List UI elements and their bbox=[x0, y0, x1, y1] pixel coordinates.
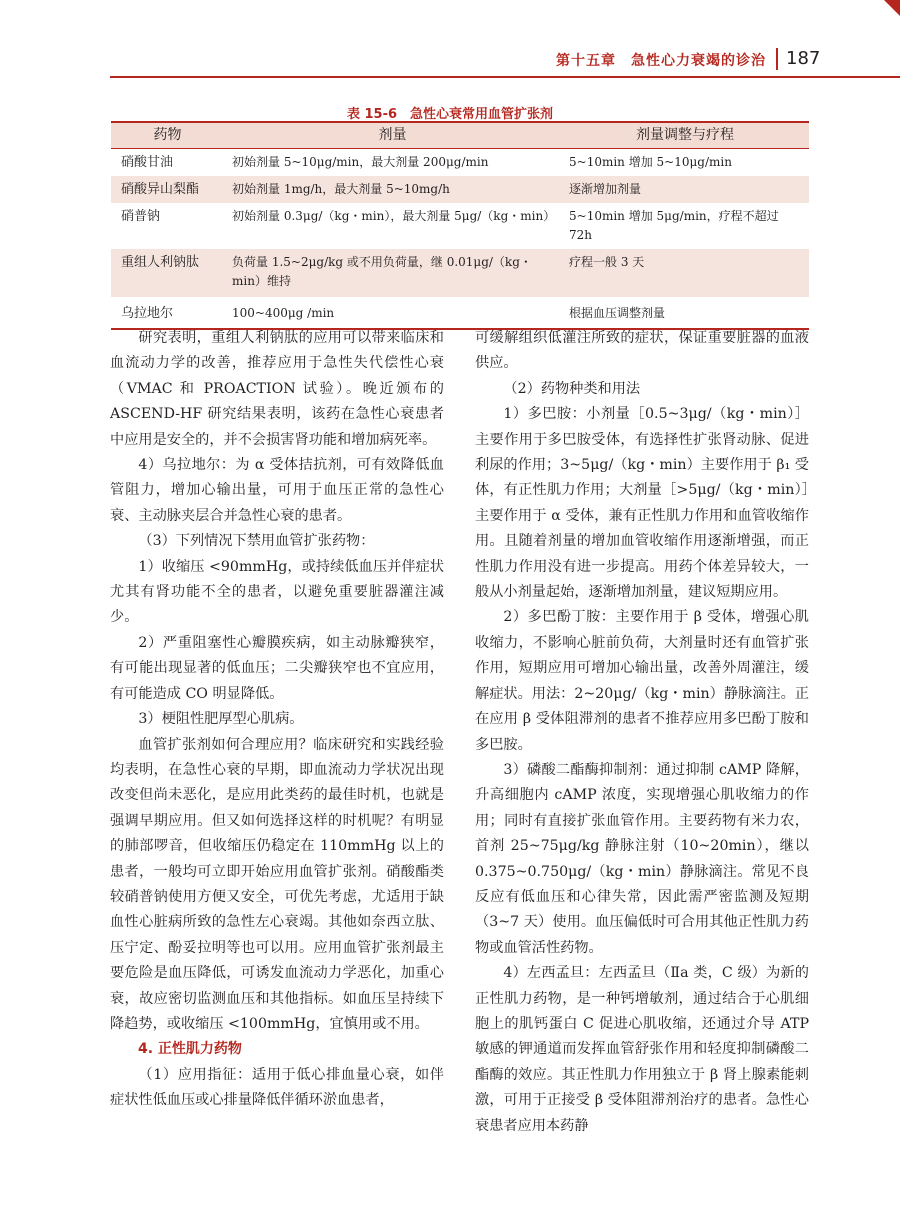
table-title: 表 15-6 急性心衰常用血管扩张剂 bbox=[346, 107, 554, 122]
dose-cell: 初始剂量 0.3μg/（kg・min），最大剂量 5μg/（kg・min） bbox=[232, 208, 556, 223]
left-column bbox=[110, 326, 444, 1114]
table-row bbox=[111, 203, 809, 249]
dose-cell: 初始剂量 5~10μg/min，最大剂量 200μg/min bbox=[232, 154, 489, 169]
paragraph: 4）乌拉地尔：为 α 受体拮抗剂，可有效降低血管阻力，增加心输出量，可用于血压正常的急性心衰、主动脉夹层合并急性心衰的患者。 bbox=[110, 457, 444, 524]
paragraph: （1）应用指征：适用于低心排血量心衰，如伴症状性低血压或心排量降低伴循环淤血患者， bbox=[110, 1066, 444, 1109]
dose-cell: 100~400μg /min bbox=[232, 305, 335, 320]
drug-cell: 重组人利钠肽 bbox=[121, 254, 200, 270]
paragraph: 研究表明，重组人利钠肽的应用可以带来临床和血流动力学的改善，推荐应用于急性失代偿性心衰（VMAC 和 PROACTION 试验）。晚近颁布的 ASCEND-HF 研究结果表明，该药在急性心衰患者中应用是安全的，并不会损害肾功能和增加病死率。 bbox=[110, 330, 444, 448]
chapter-title: 第十五章 急性心力衰竭的诊治 bbox=[556, 53, 766, 69]
paragraph: 1）多巴胺：小剂量［0.5~3μg/（kg・min）］主要作用于多巴胺受体，有选择性扩张肾动脉、促进利尿的作用；3~5μg/（kg・min）主要作用于 β₁ 受体，有正性肌力作用；大剂量［>5μg/（kg・min）］主要作用于 α 受体，兼有正性肌力作用和血管收缩作用。且随着剂量的增加血管收缩作用逐渐增强，而正性肌力作用没有进一步提高。用药个体差异较大，一般从小剂量起始，逐渐增加剂量，建议短期应用。 bbox=[475, 406, 809, 601]
adjust-cell: 5~10min 增加 5~10μg/min bbox=[569, 154, 732, 169]
right-column bbox=[475, 326, 809, 1139]
adjust-cell: 逐渐增加剂量 bbox=[569, 181, 642, 196]
paragraph: 3）磷酸二酯酶抑制剂：通过抑制 cAMP 降解，升高细胞内 cAMP 浓度，实现增强心肌收缩力的作用；同时有直接扩张血管作用。主要药物有米力农，首剂 25~75μg/kg 静脉注射（10~20min），继以 0.375~0.750μg/（kg・min）静脉滴注。常见不良反应有低血压和心律失常，因此需严密监测及短期（3~7 天）使用。血压偏低时可合用其他正性肌力药物或血管活性药物。 bbox=[475, 761, 809, 956]
column-header-dose: 剂量 bbox=[378, 126, 407, 143]
drug-cell: 硝酸异山梨酯 bbox=[121, 181, 200, 197]
adjust-cell: 根据血压调整剂量 bbox=[569, 305, 666, 320]
page-number: 187 bbox=[786, 48, 821, 69]
adjust-cell: 疗程一般 3 天 bbox=[569, 254, 645, 269]
paragraph: （2）药物种类和用法 bbox=[503, 380, 641, 397]
paragraph: 可缓解组织低灌注所致的症状，保证重要脏器的血液供应。 bbox=[475, 330, 809, 372]
table-row bbox=[111, 249, 809, 297]
corner-marker bbox=[884, 0, 900, 16]
paragraph: 2）多巴酚丁胺：主要作用于 β 受体，增强心肌收缩力，不影响心脏前负荷，大剂量时还有血管扩张作用，短期应用可增加心输出量，改善外周灌注，缓解症状。用法：2~20μg/（kg・min）静脉滴注。正在应用 β 受体阻滞剂的患者不推荐应用多巴酚丁胺和多巴胺。 bbox=[475, 609, 809, 753]
drug-cell: 乌拉地尔 bbox=[121, 305, 174, 321]
paragraph: 2）严重阻塞性心瓣膜疾病，如主动脉瓣狭窄，有可能出现显著的低血压；二尖瓣狭窄也不宜应用，有可能造成 CO 明显降低。 bbox=[110, 634, 444, 702]
paragraph: 3）梗阻性肥厚型心肌病。 bbox=[138, 711, 304, 728]
header-separator bbox=[776, 48, 778, 70]
table-row bbox=[111, 297, 809, 329]
table-row bbox=[111, 176, 809, 203]
table-header-row bbox=[111, 122, 809, 148]
section-heading: 4. 正性肌力药物 bbox=[138, 1041, 242, 1058]
drug-cell: 硝酸甘油 bbox=[121, 154, 174, 170]
dose-cell: 负荷量 1.5~2μg/kg 或不用负荷量，继 0.01μg/（kg・min）维持 bbox=[232, 254, 532, 288]
adjust-cell: 5~10min 增加 5μg/min，疗程不超过 72h bbox=[569, 208, 779, 242]
dose-cell: 初始剂量 1mg/h，最大剂量 5~10mg/h bbox=[232, 181, 450, 196]
paragraph: 4）左西孟旦：左西孟旦（Ⅱa 类，C 级）为新的正性肌力药物，是一种钙增敏剂，通过结合于心肌细胞上的肌钙蛋白 C 促进心肌收缩，还通过介导 ATP 敏感的钾通道而发挥血管舒张作用和轻度抑制磷酸二酯酶的效应。其正性肌力作用独立于 β 肾上腺素能刺激，可用于正接受 β 受体阻滞剂治疗的患者。急性心衰患者应用本药静 bbox=[475, 965, 809, 1134]
paragraph: 1）收缩压 <90mmHg，或持续低血压并伴症状尤其有肾功能不全的患者，以避免重要脏器灌注减少。 bbox=[110, 558, 444, 626]
column-header-drug: 药物 bbox=[153, 126, 182, 143]
paragraph: （3）下列情况下禁用血管扩张药物： bbox=[138, 533, 375, 550]
paragraph: 血管扩张剂如何合理应用？临床研究和实践经验均表明，在急性心衰的早期，即血流动力学状况出现改变但尚未恶化，是应用此类药的最佳时机，也就是强调早期应用。但又如何选择这样的时机呢？有明显的肺部啰音，但收缩压仍稳定在 110mmHg 以上的患者，一般均可立即开始应用血管扩张剂。硝酸酯类较硝普钠使用方便又安全，可优先考虑，尤适用于缺血性心脏病所致的急性左心衰竭。其他如奈西立肽、压宁定、酚妥拉明等也可以用。应用血管扩张剂最主要危险是血压降低，可诱发血流动力学恶化，加重心衰，故应密切监测血压和其他指标。如血压呈持续下降趋势，或收缩压 <100mmHg，宜慎用或不用。 bbox=[110, 736, 444, 1032]
vasodilator-table bbox=[111, 121, 809, 330]
column-header-adjust: 剂量调整与疗程 bbox=[636, 126, 734, 143]
table-row bbox=[111, 148, 809, 176]
page-header bbox=[0, 46, 900, 72]
drug-cell: 硝普钠 bbox=[121, 208, 161, 224]
header-rule bbox=[110, 76, 900, 78]
